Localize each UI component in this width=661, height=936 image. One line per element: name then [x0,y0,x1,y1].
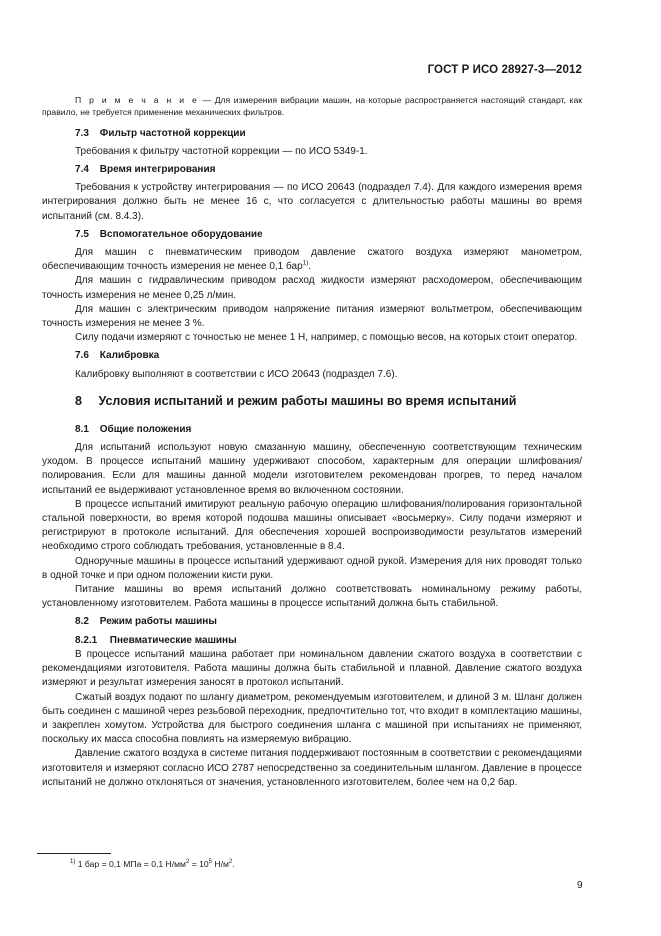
section-7-4-heading [42,163,582,177]
section-number: 7.4 [75,164,89,175]
section-title: Общие положения [99,423,192,435]
section-number: 8.2.1 [75,634,98,646]
paragraph: Сжатый воздух подают по шлангу диаметром, рекомендуемым изготовителем, и длиной 3 м. Шланг должен быть соединен с машиной через резьбовой переходник, предпочтительно тот, что входит в комплектацию машины, и закреплен хомутом. Устройства для быстрого соединения шланга с машиной при испытаниях не применяют, поскольку их масса способна повлиять на измеряемую вибрацию. [42,691,582,746]
paragraph: Для машин с электрическим приводом напряжение питания измеряют вольтметром, обеспечивающим точность измерения не менее 3 %. [42,303,582,330]
paragraph: В процессе испытаний машина работает при номинальном давлении сжатого воздуха в соответствии с рекомендациями изготовителя. Работа машины должна быть стабильной и плавной. Давление сжатого воздуха измеряют и результат измерения заносят в протокол испытаний. [42,648,582,689]
paragraph: Для испытаний используют новую смазанную машину, обеспеченную соответствующим техническим уходом. В процессе испытаний машину удерживают способом, характерным для операции шлифования/полирования. Если для машины данной модели изготовителем рекомендован прогрев, то перед началом испытаний ее выдерживают установленное время во включенном состоянии. [42,442,582,496]
paragraph: В процессе испытаний имитируют реальную рабочую операцию шлифования/полирования горизонтальной стальной поверхности, во время которой подошва машины описывает «восьмерку». Силу подачи измеряют и регистрируют в протоколе испытаний. Для обеспечения хорошей воспроизводимости результатов измерений необходимо строго соблюдать требования, установленные в 8.4. [42,498,582,553]
section-8-2-heading [42,615,582,629]
paragraph: Силу подачи измеряют с точностью не менее 1 Н, например, с помощью весов, на которых стоит оператор. [75,332,578,344]
paragraph: Требования к фильтру частотной коррекции — по ИСО 5349-1. [75,145,368,157]
paragraph-text: Для машин с пневматическим приводом давление сжатого воздуха измеряют манометром, обеспечивающим точность измерения не менее 0,1 бар [42,247,582,273]
section-title: Условия испытаний и режим работы машины во время испытаний [98,393,517,408]
paragraph-text: . [308,261,312,273]
footnote-mark: 1) [70,859,76,866]
exponent: 2 [185,859,190,866]
section-title: Фильтр частотной коррекции [99,127,246,139]
section-title: Вспомогательное оборудование [99,228,263,240]
footnote-text: = 10 [189,859,209,869]
section-number: 7.6 [75,350,89,362]
section-7-6-heading [42,349,582,363]
section-7-3-heading [42,127,582,141]
section-title: Калибровка [99,350,160,362]
footnote-text: 1 бар = 0,1 МПа = 0,1 Н/мм [75,859,186,869]
note-paragraph [42,94,582,119]
paragraph: Одноручные машины в процессе испытаний удерживают одной рукой. Измерения для них проводят только в одной точке и при одном положении кисти руки. [42,555,582,581]
page-number: 9 [577,880,583,891]
exponent: 5 [208,859,213,866]
exponent: 2 [228,859,233,866]
section-number: 7.5 [75,228,89,240]
paragraph: Калибровку выполняют в соответствии с ИСО 20643 (подраздел 7.6). [75,368,398,380]
section-number: 8.2 [75,616,89,628]
footnote-reference[interactable]: 1) [302,259,309,267]
footnote-separator [37,853,111,854]
section-number: 7.3 [75,127,89,139]
section-8-heading [42,393,582,409]
note-text: — Для измерения вибрации машин, на которые распространяется настоящий стандарт, как правило, не требуется применение механических фильтров. [42,95,582,118]
paragraph: Для машин с гидравлическим приводом расход жидкости измеряют расходомером, обеспечивающим точность измерения не менее 0,25 л/мин. [42,275,582,301]
section-title: Режим работы машины [99,616,217,628]
paragraph: Питание машины во время испытаний должно соответствовать номинальному режиму работы, установленному изготовителем. Работа машины в процессе испытаний должна быть стабильной. [42,584,582,610]
standard-header: ГОСТ Р ИСО 28927-3—2012 [427,64,582,76]
footnote [70,858,235,870]
section-number: 8.1 [75,423,89,435]
note-label: П р и м е ч а н и е [75,95,199,105]
section-8-2-1-heading [42,634,582,648]
section-title: Пневматические машины [109,634,237,646]
paragraph: Давление сжатого воздуха в системе питания поддерживают постоянным в соответствии с рекомендациями изготовителя и измеряют согласно ИСО 2787 непосредственно за соединительным шлангом. Давление в процессе испытаний не должно отклоняться от значения, установленного изготовителем, более чем на 0,2 бар. [42,748,582,788]
paragraph [42,246,582,274]
section-title: Время интегрирования [99,164,216,175]
section-8-1-heading [42,423,582,437]
paragraph: Требования к устройству интегрирования — по ИСО 20643 (подраздел 7.4). Для каждого измерения время интегрирования должно быть не менее 16 с, что согласуется с длительностью работы машины во время испытаний (см. 8.4.3). [42,182,582,222]
footnote-text: Н/м [212,859,229,869]
section-number: 8 [75,393,82,408]
footnote-text: . [232,859,235,869]
section-7-5-heading [42,228,582,242]
page-content [42,94,582,790]
